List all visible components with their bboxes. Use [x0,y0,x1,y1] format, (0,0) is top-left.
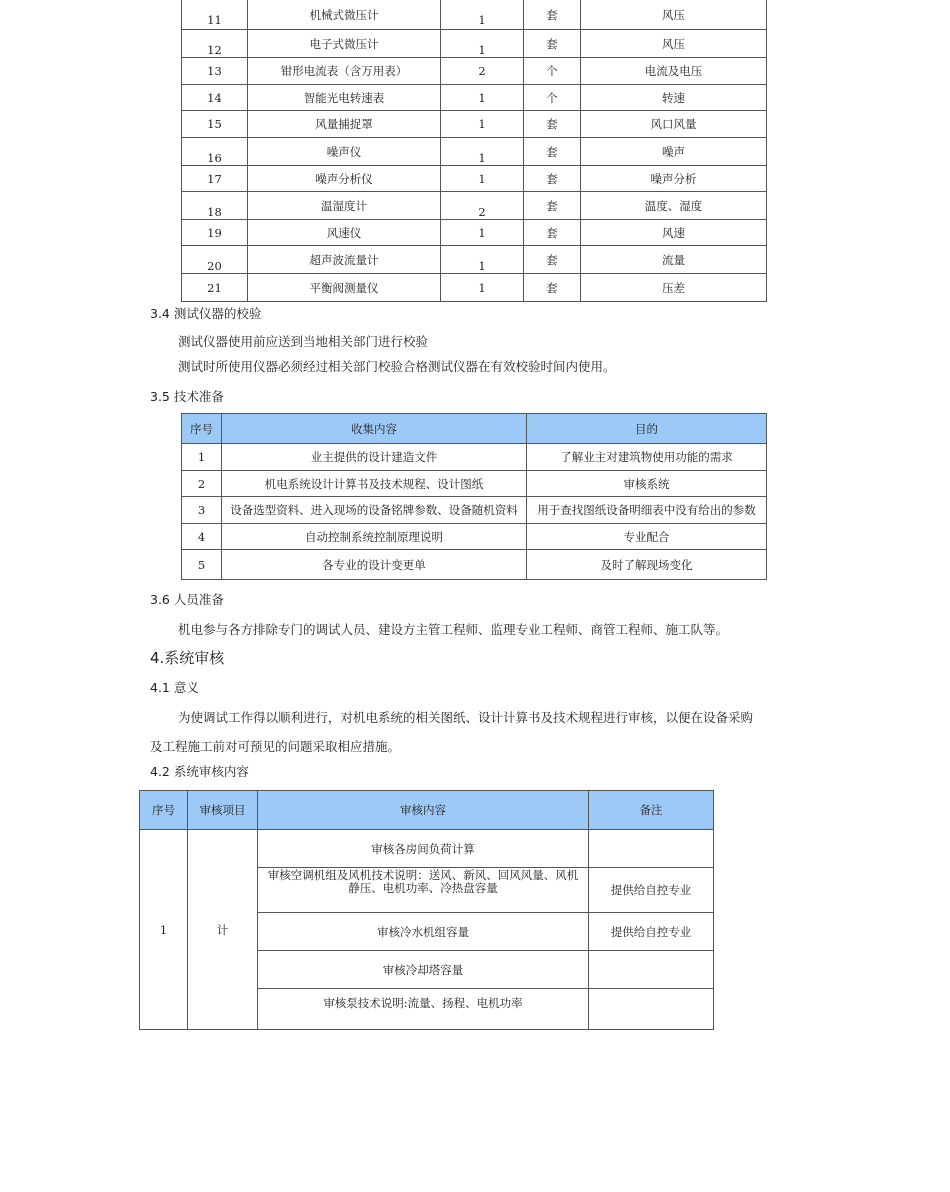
instrument-unit [524,58,581,85]
instrument-qty [441,30,524,58]
instrument-table [181,0,767,302]
instrument-no-text: 18 [207,205,222,219]
section-3-4-heading: 3.4 测试仪器的校验 [150,306,262,321]
instrument-qty [441,192,524,220]
instrument-unit-text: 个 [546,90,558,105]
instrument-qty [441,220,524,246]
tech-prep-header-no: 序号 [182,414,222,444]
audit-note-3: 提供给自控专业 [589,913,714,951]
audit-header-note: 备注 [589,791,714,830]
instrument-unit-text: 套 [546,252,558,267]
tech-prep-row [182,550,767,580]
instrument-purpose-text: 噪声分析 [650,171,697,186]
instrument-name [248,192,441,220]
instrument-unit [524,138,581,166]
audit-content-5: 审核泵技术说明:流量、扬程、电机功率 [258,989,589,1030]
instrument-purpose [581,138,767,166]
instrument-qty [441,85,524,111]
tech-prep-purpose: 专业配合 [527,524,767,550]
instrument-unit-text: 套 [546,36,558,51]
audit-note-2: 提供给自控专业 [589,868,714,913]
instrument-unit-text: 套 [546,225,558,240]
instrument-name-text: 机械式微压计 [309,7,379,22]
instrument-qty-text: 2 [478,64,486,78]
instrument-unit-text: 套 [546,144,558,159]
instrument-purpose [581,85,767,111]
instrument-unit [524,192,581,220]
instrument-name [248,111,441,138]
instrument-qty-text: 1 [478,259,486,273]
instrument-name-text: 超声波流量计 [309,252,379,267]
audit-content-2 [258,868,589,913]
instrument-name [248,85,441,111]
instrument-purpose [581,0,767,30]
instrument-qty-text: 1 [478,280,486,295]
tech-prep-content: 各专业的设计变更单 [222,550,527,580]
tech-prep-purpose: 审核系统 [527,471,767,497]
tech-prep-row [182,471,767,497]
audit-note-5 [589,989,714,1030]
instrument-unit-text: 套 [546,117,558,131]
audit-content-2-text: 审核空调机组及风机技术说明：送风、新风、回风风量、风机 [267,868,579,882]
instrument-unit [524,85,581,111]
instrument-name [248,246,441,274]
instrument-purpose-text: 温度、湿度 [644,198,703,213]
instrument-no-text: 13 [207,64,222,78]
instrument-qty [441,166,524,192]
instrument-row [182,220,767,246]
instrument-no-text: 17 [207,171,222,186]
audit-header-no: 序号 [140,791,188,830]
section-4-1-line-1: 为使调试工作得以顺利进行，对机电系统的相关图纸、设计计算书及技术规程进行审核，以便在设备采购 [178,710,754,725]
instrument-purpose-text: 噪声 [662,144,685,159]
tech-prep-content: 设备选型资料、进入现场的设备铭牌参数、设备随机资料 [222,497,527,524]
section-3-5-heading: 3.5 技术准备 [150,389,224,404]
instrument-row [182,0,767,30]
tech-prep-purpose: 用于查找图纸设备明细表中没有给出的参数 [527,497,767,524]
section-4-2-heading: 4.2 系统审核内容 [150,764,249,779]
instrument-no-text: 15 [207,117,222,131]
instrument-qty [441,58,524,85]
instrument-no-text: 16 [207,151,222,165]
instrument-no [182,166,248,192]
instrument-qty-text: 1 [478,117,486,131]
tech-prep-row [182,497,767,524]
instrument-name [248,274,441,302]
section-4-1-heading: 4.1 意义 [150,680,199,695]
instrument-name-text: 风速仪 [326,225,362,240]
audit-content-4: 审核冷却塔容量 [258,951,589,989]
audit-content-1: 审核各房间负荷计算 [258,830,589,868]
instrument-name-text: 噪声分析仪 [315,171,373,186]
instrument-unit [524,220,581,246]
tech-prep-no: 5 [182,550,222,580]
instrument-no [182,111,248,138]
instrument-purpose-text: 风速 [662,225,685,240]
instrument-qty-text: 1 [478,43,486,57]
instrument-row [182,192,767,220]
instrument-no-text: 14 [207,90,222,105]
instrument-purpose-text: 流量 [662,252,685,267]
section-3-6-text: 机电参与各方排除专门的调试人员、建设方主管工程师、监理专业工程师、商管工程师、施工队等。 [178,622,729,637]
tech-prep-no: 4 [182,524,222,550]
instrument-unit [524,0,581,30]
instrument-no-text: 11 [207,13,222,27]
instrument-purpose [581,166,767,192]
audit-merged-no: 1 [140,830,188,1030]
instrument-purpose-text: 风口风量 [650,117,697,131]
instrument-no-text: 19 [207,225,222,240]
instrument-qty [441,246,524,274]
instrument-no-text: 21 [207,280,222,295]
instrument-qty [441,138,524,166]
instrument-row [182,138,767,166]
instrument-no [182,220,248,246]
instrument-row [182,85,767,111]
instrument-qty-text: 1 [478,13,486,27]
instrument-purpose [581,246,767,274]
instrument-unit [524,166,581,192]
tech-prep-row [182,444,767,471]
audit-note-4 [589,951,714,989]
tech-prep-row [182,524,767,550]
instrument-unit-text: 套 [546,280,558,295]
instrument-no [182,85,248,111]
instrument-no [182,274,248,302]
instrument-no [182,0,248,30]
audit-merged-item: 计 [188,830,258,1030]
instrument-row [182,166,767,192]
tech-prep-header-content: 收集内容 [222,414,527,444]
tech-prep-content: 业主提供的设计建造文件 [222,444,527,471]
instrument-purpose-text: 压差 [662,280,685,295]
tech-prep-purpose: 了解业主对建筑物使用功能的需求 [527,444,767,471]
instrument-no-text: 12 [207,43,222,57]
instrument-purpose-text: 风压 [662,36,685,51]
instrument-name [248,58,441,85]
instrument-unit [524,274,581,302]
audit-header-item: 审核项目 [188,791,258,830]
instrument-name [248,0,441,30]
audit-header-content: 审核内容 [258,791,589,830]
instrument-row [182,30,767,58]
instrument-name-text: 智能光电转速表 [303,90,385,105]
instrument-name [248,166,441,192]
instrument-purpose-text: 风压 [662,7,685,22]
audit-content-2-cut: 静压、电机功率、冷热盘容量 [348,881,498,895]
instrument-unit [524,246,581,274]
audit-note-1 [589,830,714,868]
instrument-purpose [581,192,767,220]
tech-prep-no: 1 [182,444,222,471]
section-3-6-heading: 3.6 人员准备 [150,592,224,607]
instrument-row [182,58,767,85]
section-4-heading: 4.系统审核 [150,649,225,667]
instrument-name-text: 噪声仪 [326,144,362,159]
instrument-purpose-text: 电流及电压 [644,64,703,78]
instrument-qty [441,111,524,138]
instrument-name-text: 平衡阀测量仪 [309,280,379,295]
instrument-qty-text: 1 [478,171,486,186]
instrument-name [248,30,441,58]
instrument-name [248,220,441,246]
section-3-4-line-2: 测试时所使用仪器必须经过相关部门校验合格测试仪器在有效校验时间内使用。 [178,359,616,374]
instrument-no [182,138,248,166]
section-3-4-line-1: 测试仪器使用前应送到当地相关部门进行校验 [178,334,429,349]
tech-prep-table [181,413,767,580]
instrument-purpose-text: 转速 [662,90,685,105]
instrument-name [248,138,441,166]
instrument-no-text: 20 [207,259,222,273]
instrument-unit-text: 套 [546,171,558,186]
instrument-qty-text: 1 [478,225,486,240]
instrument-qty [441,274,524,302]
instrument-purpose [581,220,767,246]
instrument-purpose [581,274,767,302]
instrument-no [182,58,248,85]
instrument-name-text: 钳形电流表（含万用表） [280,64,408,78]
tech-prep-no: 2 [182,471,222,497]
audit-content-3: 审核冷水机组容量 [258,913,589,951]
instrument-unit-text: 个 [546,64,558,78]
instrument-unit-text: 套 [546,7,558,22]
instrument-no [182,192,248,220]
instrument-qty-text: 1 [478,90,486,105]
tech-prep-content: 机电系统设计计算书及技术规程、设计图纸 [222,471,527,497]
instrument-purpose [581,30,767,58]
instrument-qty-text: 1 [478,151,486,165]
instrument-name-text: 温湿度计 [321,198,367,213]
instrument-name-text: 电子式微压计 [309,36,379,51]
instrument-purpose [581,58,767,85]
instrument-row [182,246,767,274]
tech-prep-purpose: 及时了解现场变化 [527,550,767,580]
tech-prep-content: 自动控制系统控制原理说明 [222,524,527,550]
instrument-purpose [581,111,767,138]
instrument-no [182,246,248,274]
instrument-row [182,274,767,302]
instrument-unit [524,111,581,138]
instrument-unit-text: 套 [546,198,558,213]
tech-prep-no: 3 [182,497,222,524]
instrument-row [182,111,767,138]
instrument-name-text: 风量捕捉罩 [315,117,373,131]
instrument-unit [524,30,581,58]
instrument-qty [441,0,524,30]
instrument-no [182,30,248,58]
audit-table [139,790,714,1030]
instrument-qty-text: 2 [478,205,486,219]
tech-prep-header-purpose: 目的 [527,414,767,444]
section-4-1-line-2: 及工程施工前对可预见的问题采取相应措施。 [150,739,401,754]
